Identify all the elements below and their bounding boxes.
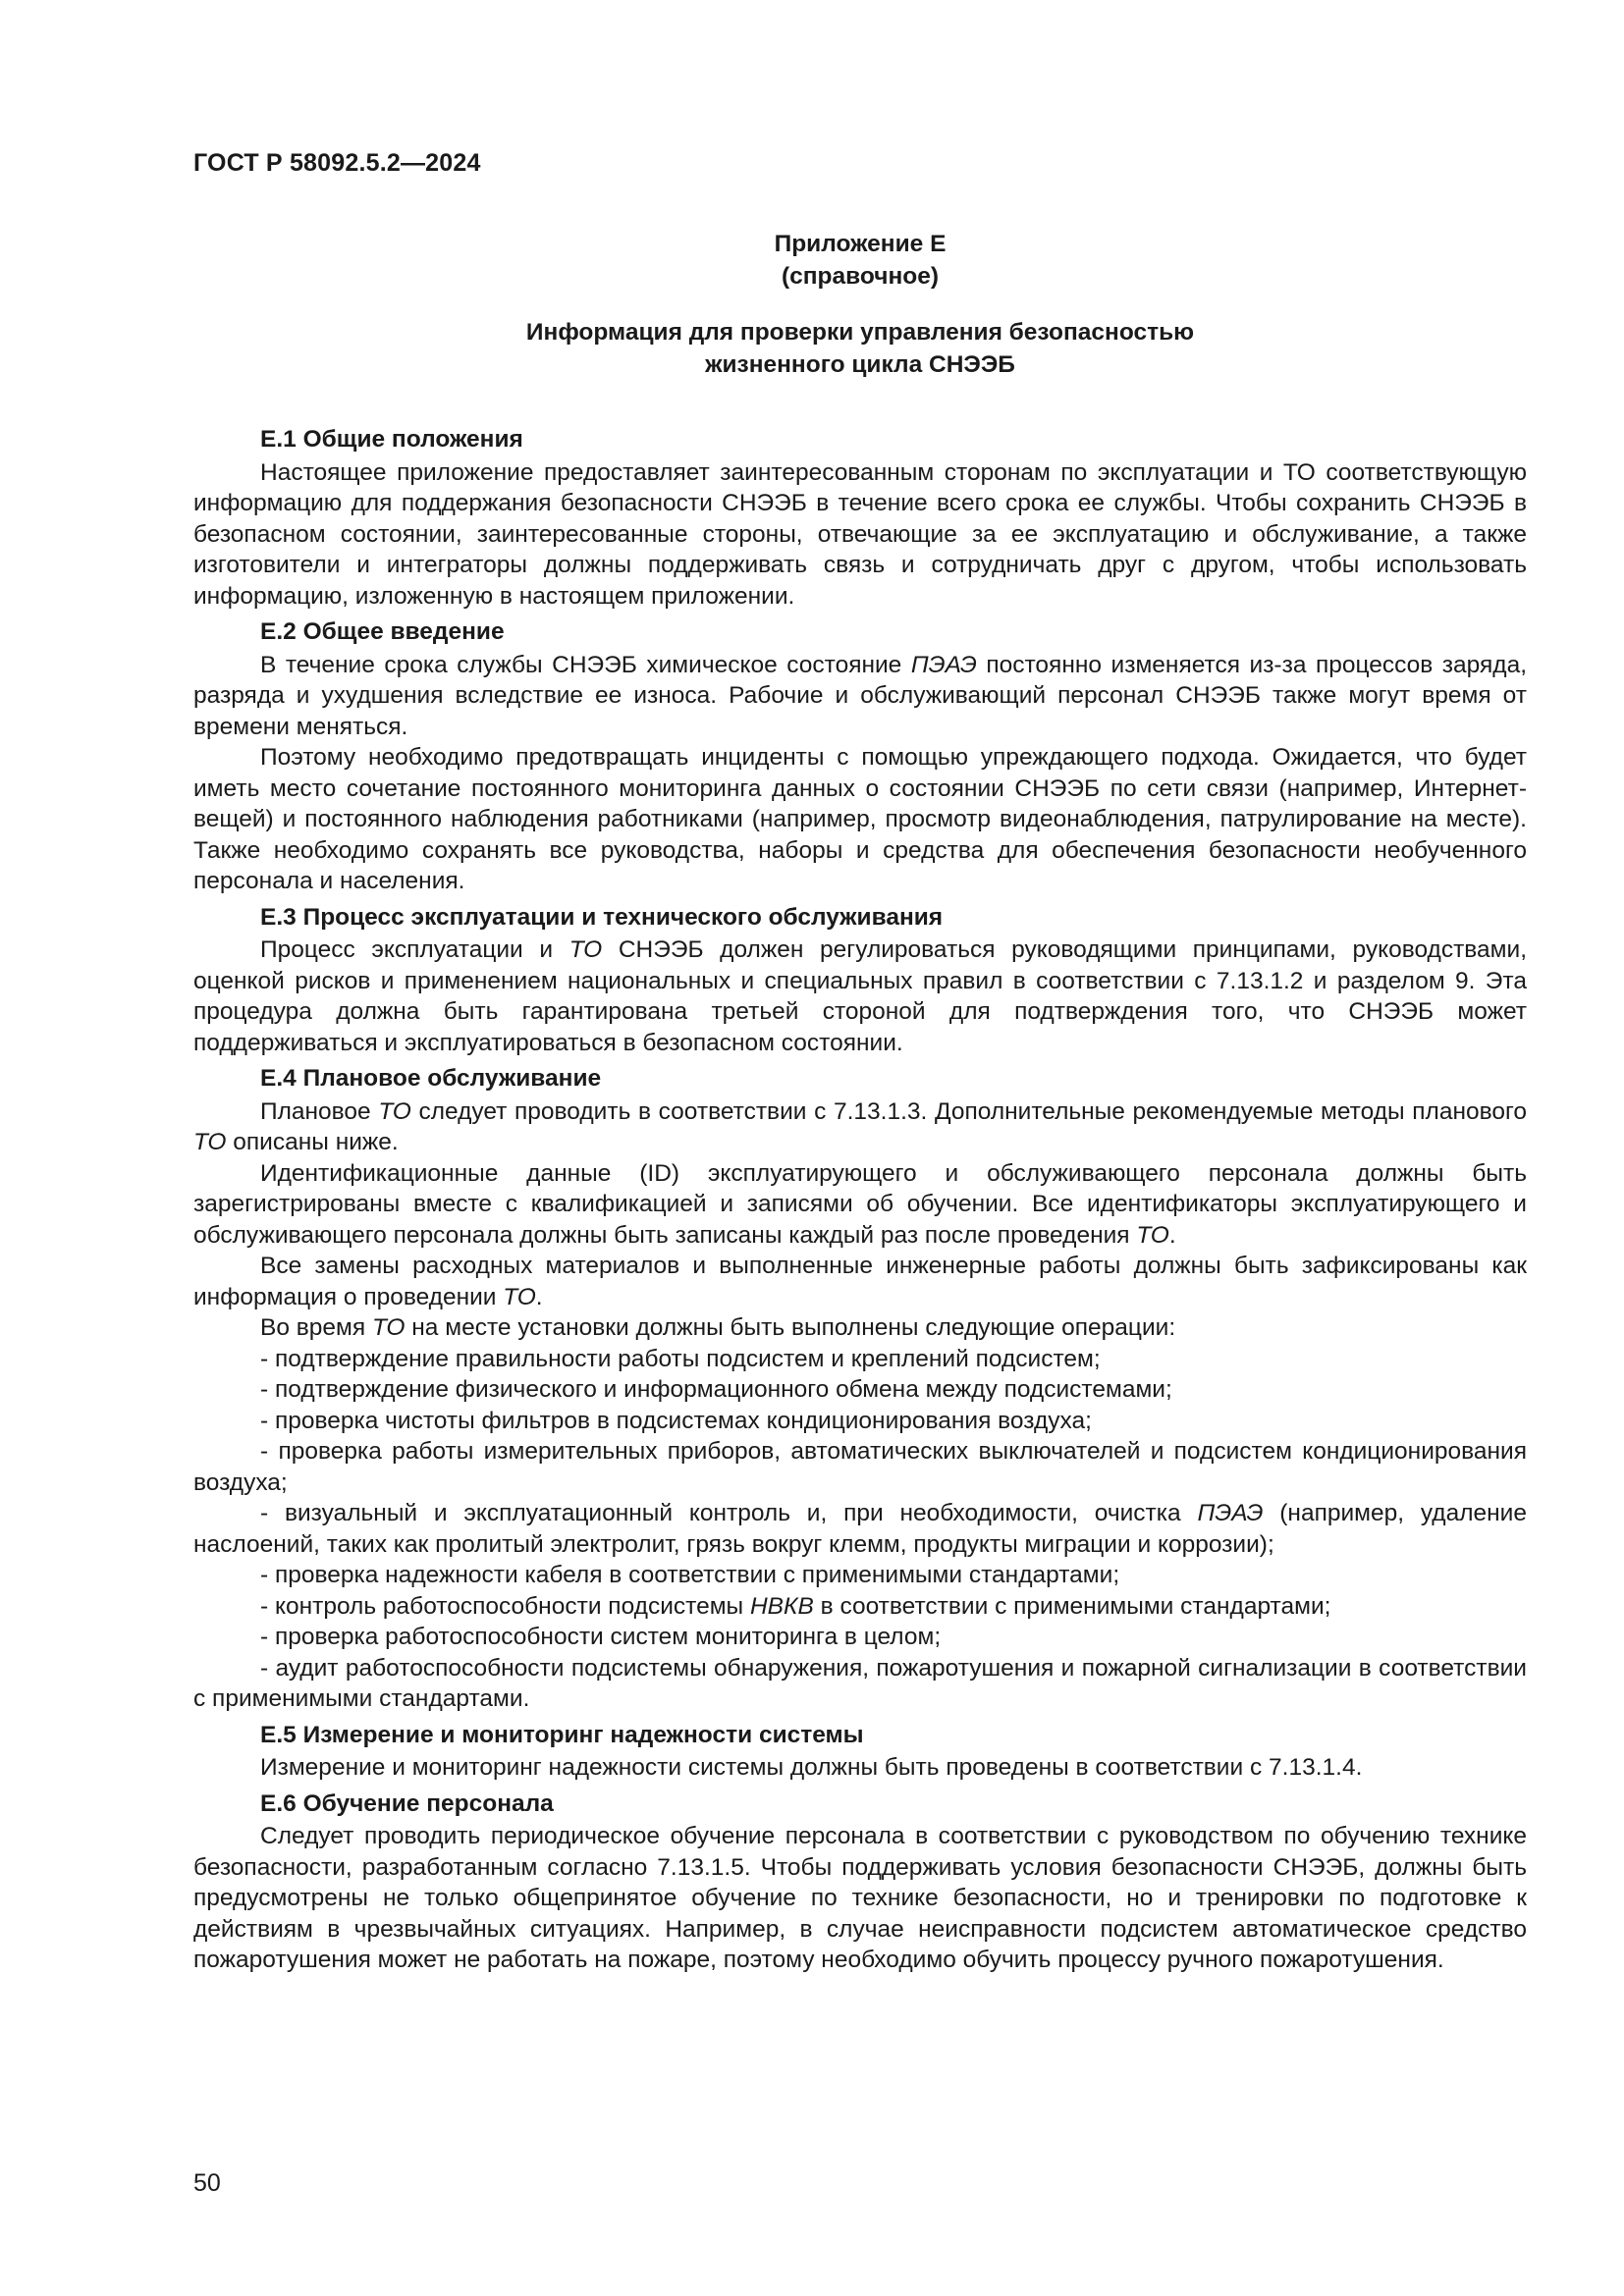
list-item: - проверка чистоты фильтров в подсистемах кондиционирования воздуха; [260,1407,1092,1434]
paragraph: Плановое ТО следует проводить в соответствии с 7.13.1.3. Дополнительные рекомендуемые методы планового ТО описаны ниже. [193,1097,1527,1155]
annex-title [193,316,1527,381]
document-header-id: ГОСТ Р 58092.5.2—2024 [193,149,481,177]
section-heading-e4: Е.4 Плановое обслуживание [260,1065,602,1092]
paragraph: Процесс эксплуатации и ТО СНЭЭБ должен регулироваться руководящими принципами, руководствами, оценкой рисков и применением национальных и специальных правил в соответствии с 7.13.1.2 и разделом 9. Эта процедура должна быть гарантирована третьей стороной для подтверждения того, что СНЭЭБ может поддерживаться и эксплуатироваться в безопасном состоянии. [193,936,1527,1056]
paragraph: Следует проводить периодическое обучение персонала в соответствии с руководством по обучению технике безопасности, разработанным согласно 7.13.1.5. Чтобы поддерживать условия безопасности СНЭЭБ, должны быть предусмотрены не только общепринятое обучение по технике безопасности, но и тренировки по подготовке к действиям в чрезвычайных ситуациях. Например, в случае неисправности подсистем автоматическое средство пожаротушения может не работать на пожаре, поэтому необходимо обучить процессу ручного пожаротушения. [193,1823,1527,1973]
paragraph: Поэтому необходимо предотвращать инциденты с помощью упреждающего подхода. Ожидается, что будет иметь место сочетание постоянного мониторинга данных о состоянии СНЭЭБ по сети связи (например, Интернет-вещей) и постоянного наблюдения работниками (например, просмотр видеонаблюдения, патрулирование на месте). Также необходимо сохранять все руководства, наборы и средства для обеспечения безопасности необученного персонала и населения. [193,744,1527,894]
list-item: - визуальный и эксплуатационный контроль и, при необходимости, очистка ПЭАЭ (например, удаление наслоений, таких как пролитый электролит, грязь вокруг клемм, продукты миграции и коррозии); [193,1500,1527,1558]
section-heading-e6: Е.6 Обучение персонала [260,1789,554,1817]
section-heading-e5: Е.5 Измерение и мониторинг надежности системы [260,1721,864,1748]
annex-label: Приложение Е [774,231,947,257]
paragraph: Настоящее приложение предоставляет заинтересованным сторонам по эксплуатации и ТО соответствующую информацию для поддержания безопасности СНЭЭБ в течение всего срока ее службы. Чтобы сохранить СНЭЭБ в безопасном состоянии, заинтересованные стороны, отвечающие за ее эксплуатацию и обслуживание, а также изготовители и интеграторы должны поддерживать связь и сотрудничать друг с другом, чтобы использовать информацию, изложенную в настоящем приложении. [193,458,1527,610]
section-heading-e1: Е.1 Общие положения [260,426,523,453]
list-item: - проверка работы измерительных приборов, автоматических выключателей и подсистем кондиционирования воздуха; [193,1438,1527,1496]
abbreviation: ТО [1136,1221,1169,1249]
paragraph: В течение срока службы СНЭЭБ химическое состояние ПЭАЭ постоянно изменяется из-за процессов заряда, разряда и ухудшения вследствие ее износа. Рабочие и обслуживающий персонал СНЭЭБ также могут время от времени меняться. [193,651,1527,740]
document-body [193,424,1527,1976]
abbreviation: ТО [371,1314,406,1341]
annex-title-line-1: Информация для проверки управления безопасностью [525,319,1195,346]
list-item: - подтверждение правильности работы подсистем и креплений подсистем; [260,1345,1101,1372]
section-heading-e2: Е.2 Общее введение [260,618,505,645]
list-item: - проверка работоспособности систем мониторинга в целом; [260,1624,942,1650]
page-number: 50 [193,2169,221,2197]
abbreviation: НВКВ [749,1592,814,1620]
abbreviation: ПЭАЭ [910,651,977,678]
annex-type: (справочное) [781,263,940,290]
paragraph: Во время ТО на месте установки должны быть выполнены следующие операции: [260,1314,1176,1341]
paragraph: Идентификационные данные (ID) эксплуатирующего и обслуживающего персонала должны быть зарегистрированы вместе с квалификацией и записями об обучении. Все идентификаторы эксплуатирующего и обслуживающего персонала должны быть записаны каждый раз после проведения ТО. [193,1159,1527,1249]
abbreviation: ТО [378,1097,411,1125]
annex-title-line-2: жизненного цикла СНЭЭБ [705,351,1015,378]
abbreviation: ТО [503,1283,536,1310]
abbreviation: ТО [193,1129,227,1155]
abbreviation: ПЭАЭ [1197,1500,1264,1526]
list-item: - проверка надежности кабеля в соответствии с применимыми стандартами; [260,1562,1120,1588]
annex-heading [193,228,1527,293]
list-item: - аудит работоспособности подсистемы обнаружения, пожаротушения и пожарной сигнализации в соответствии с применимыми стандартами. [193,1654,1527,1712]
section-heading-e3: Е.3 Процесс эксплуатации и технического обслуживания [260,903,944,931]
list-item: - контроль работоспособности подсистемы НВКВ в соответствии с применимыми стандартами; [260,1592,1331,1620]
paragraph: Все замены расходных материалов и выполненные инженерные работы должны быть зафиксированы как информация о проведении ТО. [193,1253,1527,1310]
list-item: - подтверждение физического и информационного обмена между подсистемами; [260,1376,1172,1403]
abbreviation: ТО [568,936,603,963]
paragraph: Измерение и мониторинг надежности системы должны быть проведены в соответствии с 7.13.1.4. [260,1754,1363,1781]
